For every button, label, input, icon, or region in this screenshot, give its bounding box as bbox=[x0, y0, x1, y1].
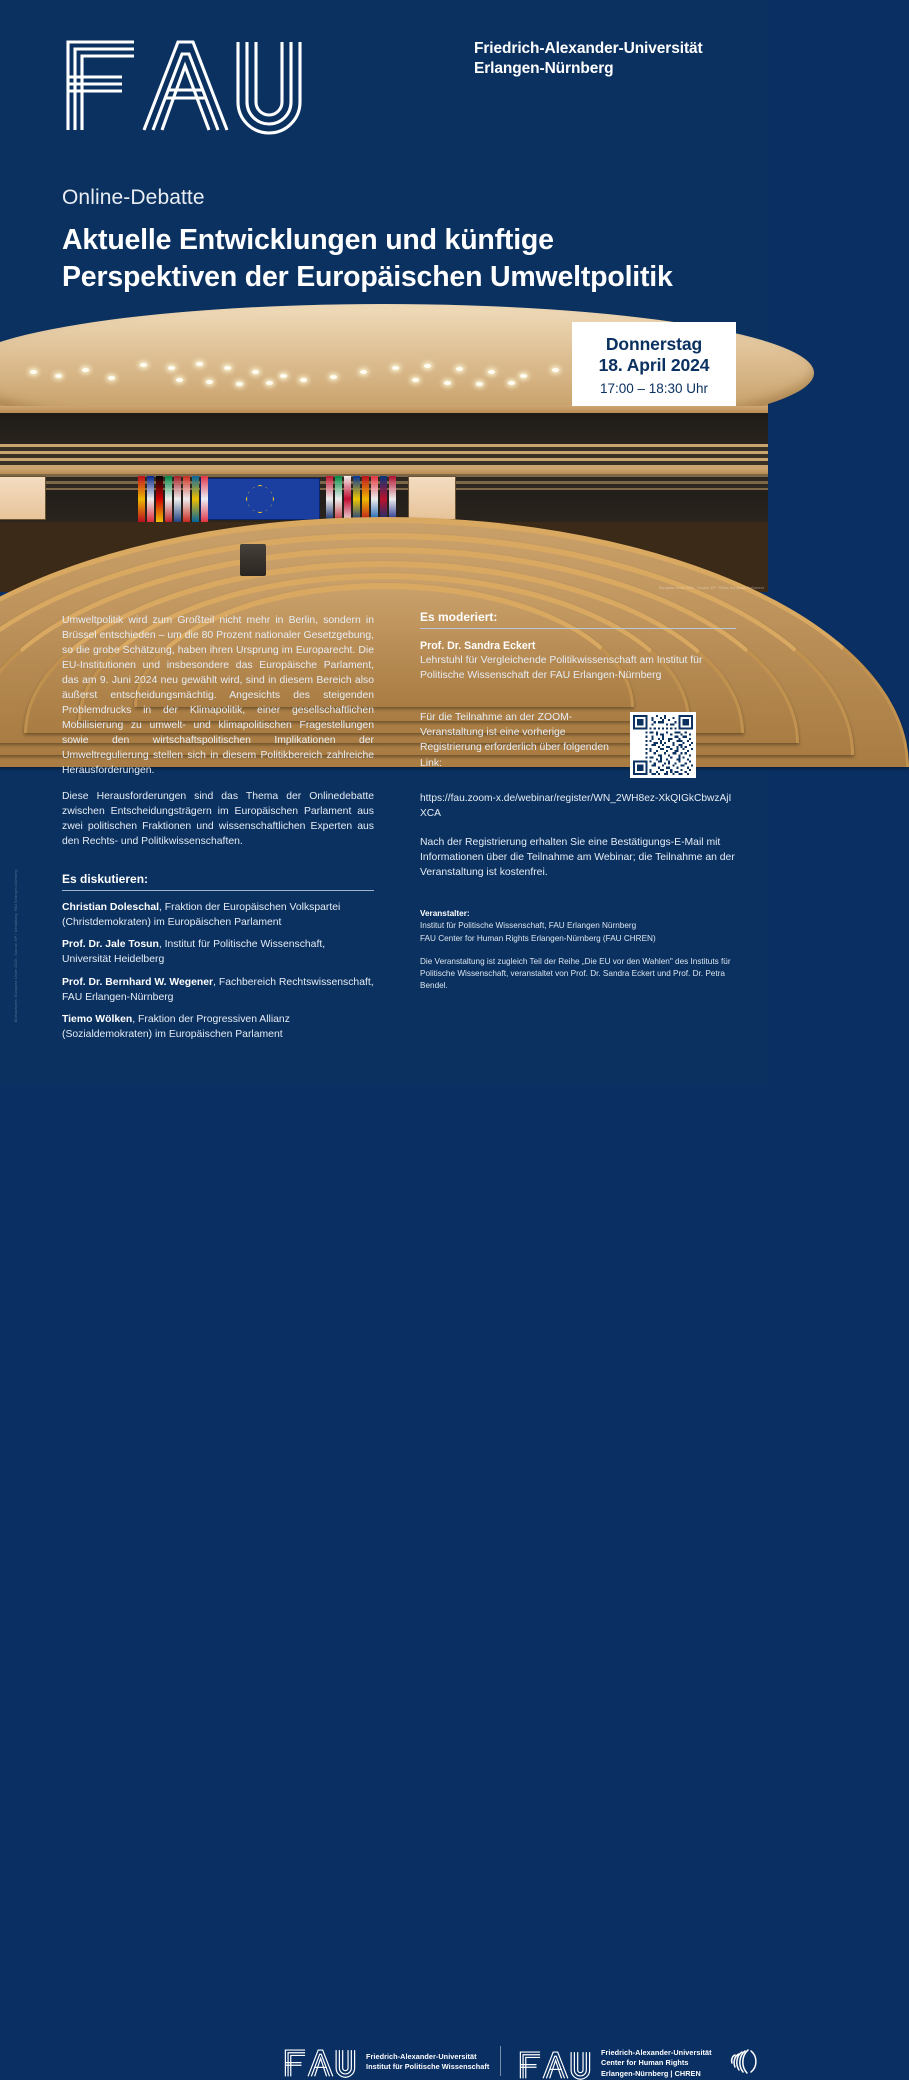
member-flags-left bbox=[138, 476, 208, 522]
member-flags-right bbox=[326, 476, 396, 522]
moderator-column bbox=[420, 610, 736, 881]
page-title-line2: Perspektiven der Europäischen Umweltpolitik bbox=[62, 260, 673, 293]
panelist-name: Christian Doleschal bbox=[62, 901, 160, 913]
description-paragraph-2: Diese Herausforderungen sind das Thema der Onlinedebatte zwischen Entscheidungsträgern im Europäischen Parlament aus zwei politischen Fraktionen und wissenschaftlichen Experten aus den Rechts- und Politikwissenschaften. bbox=[62, 790, 374, 847]
footer-logo-chren bbox=[518, 2047, 755, 2080]
fau-logo bbox=[60, 32, 308, 137]
qr-code-icon[interactable] bbox=[630, 712, 696, 778]
university-name-line1: Friedrich-Alexander-Universität bbox=[474, 40, 703, 57]
moderator-role: Lehrstuhl für Vergleichende Politikwissenschaft am Institut für Politische Wissenschaft der FAU Erlangen-Nürnberg bbox=[420, 655, 703, 682]
event-date: 18. April 2024 bbox=[598, 355, 710, 375]
list-item bbox=[62, 938, 374, 968]
event-date-box bbox=[572, 322, 736, 406]
panelists-heading: Es diskutieren: bbox=[62, 872, 374, 891]
series-note: Die Veranstaltung ist zugleich Teil der Reihe „Die EU vor den Wahlen" des Instituts für Politische Wissenschaft, veranstaltet von Prof. Dr. Sandra Eckert und Prof. Dr. Petra Bendel. bbox=[420, 956, 731, 991]
event-time: 17:00 – 18:30 Uhr bbox=[599, 381, 709, 397]
footer-right-line3: Erlangen-Nürnberg | CHREN bbox=[601, 2068, 701, 2078]
moderator-heading: Es moderiert: bbox=[420, 610, 736, 629]
footer-divider bbox=[500, 2046, 501, 2076]
organizer-line-1: Institut für Politische Wissenschaft, FAU Erlangen Nürnberg bbox=[420, 921, 637, 931]
panelist-name: Tiemo Wölken bbox=[62, 1014, 133, 1026]
footer-right-line1: Friedrich-Alexander-Universität bbox=[601, 2048, 712, 2058]
university-name bbox=[474, 39, 703, 80]
footer-logo-text-left bbox=[366, 2052, 489, 2072]
page-title-line1: Aktuelle Entwicklungen und künftige bbox=[62, 224, 554, 256]
hall-screen-left bbox=[0, 476, 46, 520]
registration-instructions: Für die Teilnahme an der ZOOM-Veranstaltung ist eine vorherige Registrierung erforderlich über folgenden Link: bbox=[420, 712, 609, 769]
list-item bbox=[62, 976, 374, 1006]
registration-link[interactable]: https://fau.zoom-x.de/webinar/register/WN_2WH8ez-XkQIGkCbwzAjIXCA bbox=[420, 793, 732, 819]
list-item bbox=[62, 901, 374, 931]
panelist-name: Prof. Dr. Jale Tosun bbox=[62, 939, 159, 951]
side-photo-credit: Bildnachweis: European Union 2020 - Source: EP / Gestaltung: FAU Erlangen-Nürnberg bbox=[14, 869, 18, 1022]
hall-screen-right bbox=[408, 476, 456, 520]
seating-hemicycle bbox=[0, 523, 768, 592]
fau-logo-icon bbox=[283, 2047, 357, 2077]
description-paragraph-1: Umweltpolitik wird zum Großteil nicht mehr in Berlin, sondern in Brüssel entschieden – um die 80 Prozent nationaler Gesetzgebung, so die grobe Schätzung, haben ihren Ursprung im Europarecht. Die EU-Institutionen und insbesondere das Europäische Parlament, das am 9. Juni 2024 neu gewählt wird, sind in diesem Bereich also äußerst entscheidungsmächtig. Angesichts des steigenden Problemdrucks in der Klimapolitik, einer gesellschaftlichen Mobilisierung zu umwelt- und klimapolitischen Fragestellungen sowie den wirtschaftspolitischen Implikationen der Umweltregulierung stellen sich in diesem Politikbereich zahlreiche Herausforderungen. bbox=[62, 615, 374, 776]
footer-left-line2: Institut für Politische Wissenschaft bbox=[366, 2062, 490, 2071]
moderator-name: Prof. Dr. Sandra Eckert bbox=[420, 640, 536, 652]
description-column bbox=[62, 614, 374, 1051]
organizer-line-2: FAU Center for Human Rights Erlangen-Nürnberg (FAU CHREN) bbox=[420, 933, 656, 943]
footer-logo-ipw bbox=[283, 2047, 489, 2077]
panelist-affiliation: , Institut für Politische Wissenschaft, Universität Heidelberg bbox=[62, 939, 326, 966]
confirmation-note: Nach der Registrierung erhalten Sie eine Bestätigungs-E-Mail mit Informationen über die Teilnahme am Webinar; die Teilnahme an der Veranstaltung ist kostenfrei. bbox=[420, 837, 735, 879]
footer-left-line1: Friedrich-Alexander-Universität bbox=[366, 2051, 477, 2061]
panelist-affiliation: , Fraktion der Europäischen Volkspartei (Christdemokraten) im Europäischen Parlament bbox=[62, 901, 341, 928]
photo-credit: European Union 2020 - Source: EP / Photo: European Parliament bbox=[659, 586, 764, 590]
footer-right-line2: Center for Human Rights bbox=[601, 2058, 689, 2068]
university-name-line2: Erlangen-Nürnberg bbox=[474, 60, 614, 78]
event-kicker: Online-Debatte bbox=[62, 186, 205, 209]
footer-logo-text-right bbox=[601, 2048, 712, 2078]
panelist-affiliation: , Fraktion der Progressiven Allianz (Sozialdemokraten) im Europäischen Parlament bbox=[62, 1014, 290, 1041]
chren-fingerprint-icon bbox=[729, 2047, 755, 2080]
registration-block bbox=[420, 710, 736, 778]
poster-footer bbox=[0, 1016, 768, 2078]
eu-flag bbox=[200, 478, 320, 520]
organizer-heading: Veranstalter: bbox=[420, 909, 470, 918]
panelist-affiliation: , Fachbereich Rechtswissenschaft, FAU Erlangen-Nürnberg bbox=[62, 976, 374, 1003]
poster-header bbox=[0, 0, 768, 160]
event-weekday: Donnerstag bbox=[605, 333, 703, 354]
fau-logo-icon bbox=[518, 2049, 592, 2079]
panelist-name: Prof. Dr. Bernhard W. Wegener bbox=[62, 976, 214, 988]
page-title bbox=[62, 222, 742, 296]
organizer-block bbox=[420, 908, 736, 993]
speaker-podium bbox=[240, 544, 266, 576]
